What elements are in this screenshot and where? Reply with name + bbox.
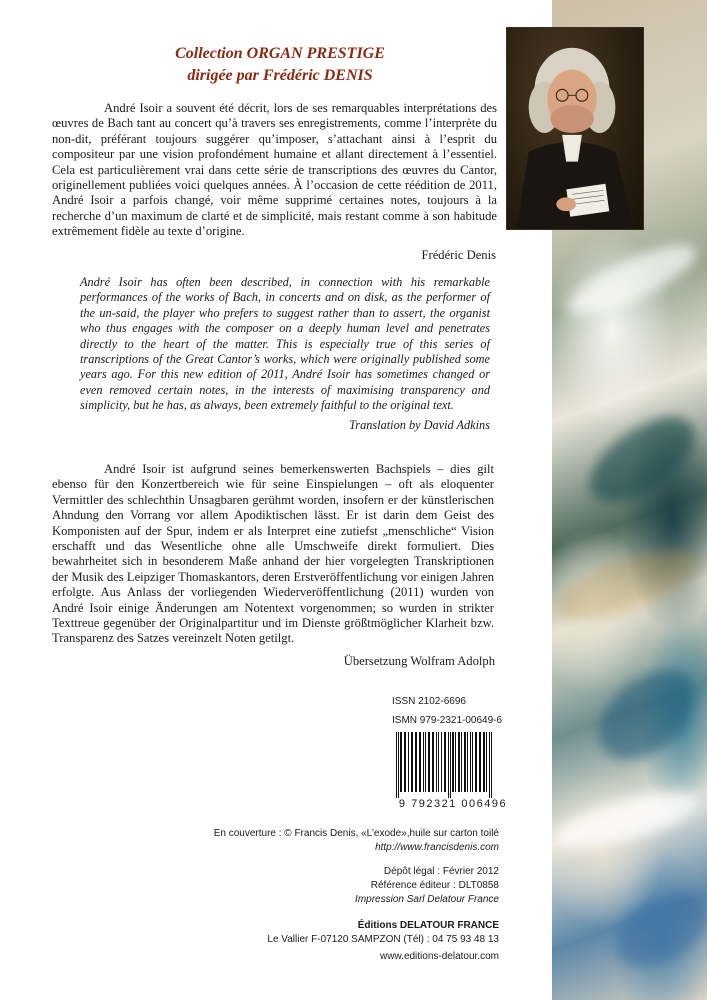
- barcode: [388, 730, 518, 800]
- publisher-reference: Référence éditeur : DLT0858: [370, 880, 499, 891]
- legal-deposit: Dépôt légal : Février 2012: [383, 866, 499, 877]
- printing-credit: Impression Sarl Delatour France: [355, 894, 499, 905]
- english-text: André Isoir has often been described, in connection with his remarkable performances of the works of Bach, in concerts and on disk, as the performer of the un-said, the player who prefers to suggest rather than to assert, the organist who thus engages with the composer on a deeply human level and penetrates directly to the heart of the matter. This is especially true of this series of transcriptions of the Great Cantor’s works, which were originally published some years ago. For this new edition of 2011, André Isoir has sometimes changed or even removed certain notes, in the interests of maximising transparency and simplicity, but he has, as always, been extremely faithful to the original text.: [80, 275, 490, 413]
- ismn-code: ISMN 979-2321-00649-6: [392, 715, 503, 726]
- publisher-name: Éditions DELATOUR FRANCE: [357, 920, 499, 931]
- artist-website-link[interactable]: http://www.francisdenis.com: [375, 842, 499, 853]
- collection-director: dirigée par Frédéric DENIS: [187, 67, 373, 84]
- french-text: André Isoir a souvent été décrit, lors de ses remarquables interprétations des œuvres de Bach tant au concert qu’à travers ses enregistrements, comme l’interprète du non-dit, préférant toujours suggérer qu’imposer, s’attachant ainsi à l’esprit du compositeur par une vision profondément humaine et allant directement à l’essentiel. Cela est particulièrement vrai dans cette série de transcriptions des œuvres du Cantor, originellement publiées voici quelques années. À l’occasion de cette réédition de 2011, André Isoir a parfois changé, voir même supprimé certaines notes, toujours à la recherche d’un maximum de clarté et de simplicité, mais restant comme à son habitude extrêmement fidèle au texte d’origine.: [52, 101, 497, 239]
- publisher-website-link[interactable]: www.editions-delatour.com: [380, 951, 499, 962]
- french-signature: Frédéric Denis: [421, 248, 496, 262]
- barcode-number: 9 792321 006496: [398, 798, 508, 810]
- german-text: André Isoir ist aufgrund seines bemerkenswerten Bachspiels – dies gilt ebenso für den Konzertbereich wie für seine Einspielungen – oft als eloquenter Vermittler des schlechthin Unsagbaren gerühmt worden, insofern er der künstlerischen Ahndung den Vorrang vor allem Apodiktischen lässt. Er ist darin dem Geist des Komponisten auf der Spur, indem er als Interpret eine zutiefst „menschliche“ Vision erschafft und das Wesentliche ohne alle Umschweife direkt formuliert. Dies bewahrheitet sich in besonderem Maße anhand der hier vorgelegten Transkriptionen der Musik des Leipziger Thomaskantors, deren Erstveröffentlichung vor einigen Jahren erfolgte. Aus Anlass der vorliegenden Wiederveröffentlichung (2011) wurden von André Isoir einige Änderungen am Notentext vorgenommen; so wurden in strikter Texttreue gegenüber der Originalpartitur und im Dienste größtmöglicher Klarheit bzw. Transparenz des Satzes vereinzelt Noten getilgt.: [52, 462, 494, 646]
- publisher-address: Le Vallier F-07120 SAMPZON (Tél) : 04 75 93 48 13: [267, 934, 499, 945]
- collection-title: Collection ORGAN PRESTIGE: [175, 45, 385, 62]
- german-signature: Übersetzung Wolfram Adolph: [343, 654, 495, 668]
- issn-code: ISSN 2102-6696: [392, 696, 466, 707]
- english-signature: Translation by David Adkins: [349, 418, 490, 432]
- cover-credit: En couverture : © Francis Denis, «L’exode»,huile sur carton toilé: [213, 828, 499, 839]
